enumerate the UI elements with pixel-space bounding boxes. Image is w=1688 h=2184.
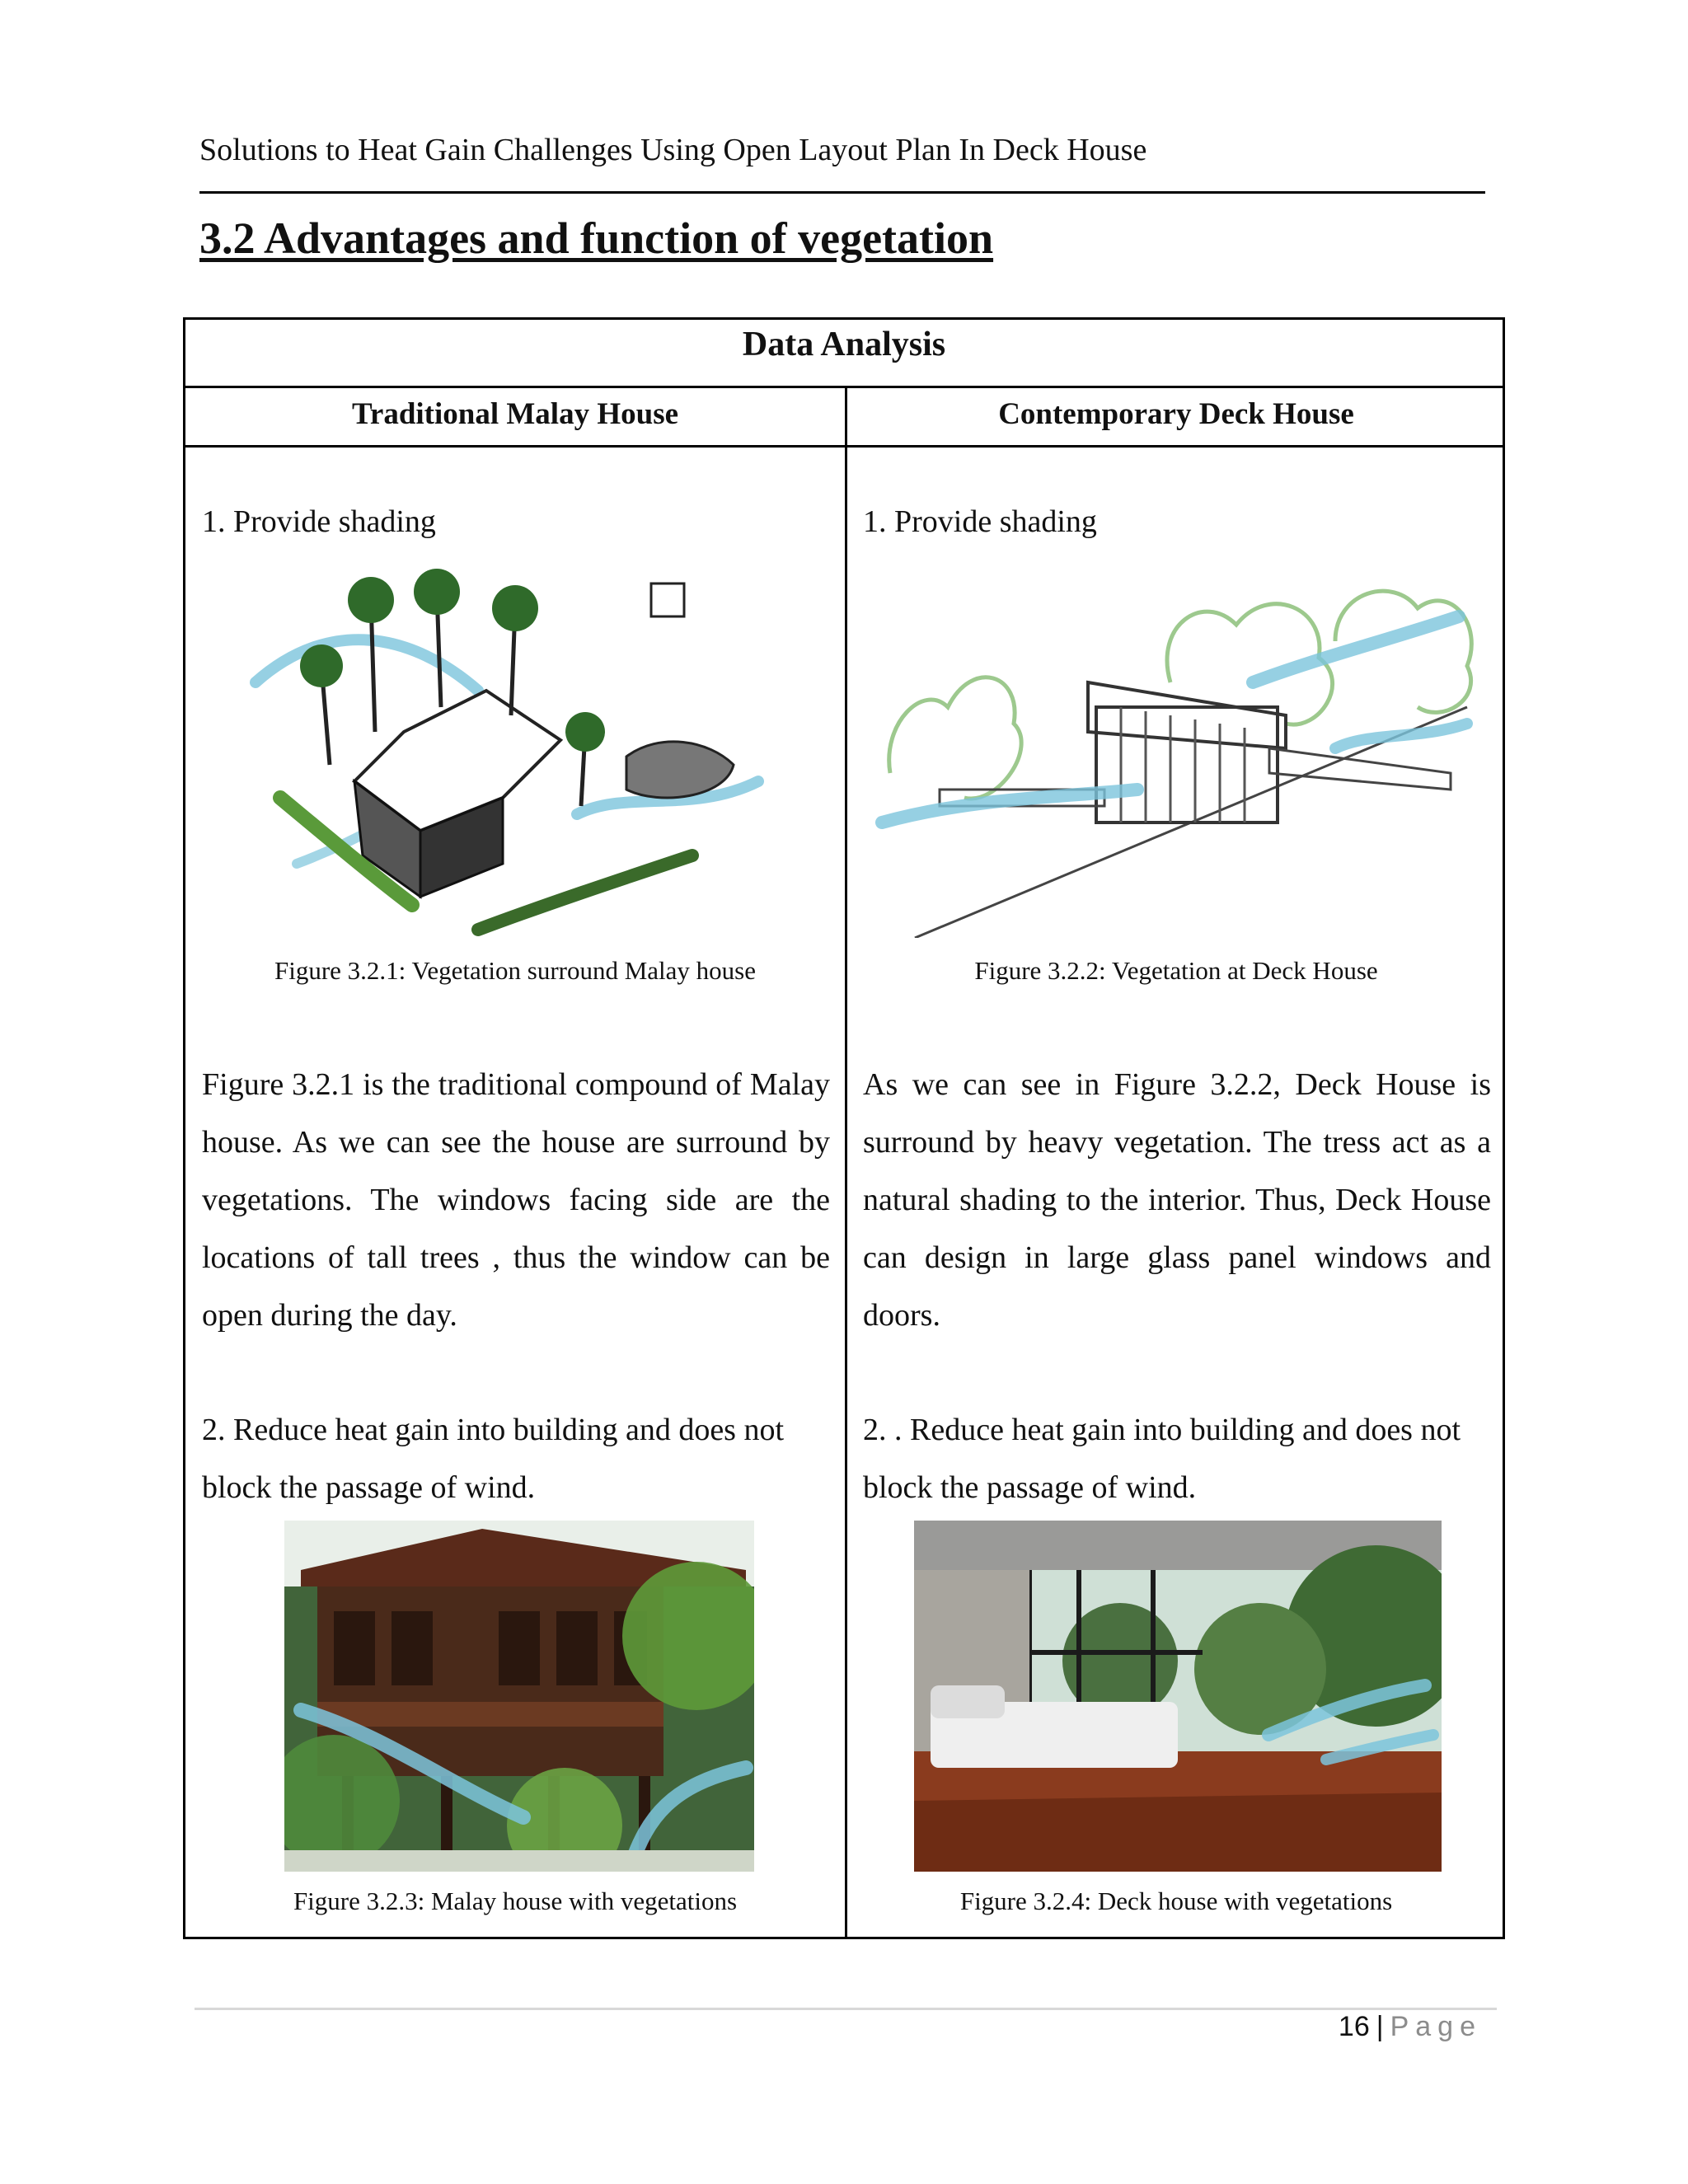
table-title: Data Analysis (742, 326, 946, 363)
page-label: Page (1390, 2011, 1482, 2042)
footer-rule (195, 2008, 1497, 2010)
running-header: Solutions to Heat Gain Challenges Using Open Layout Plan In Deck House (199, 133, 1147, 167)
figure-deck-house-photo (914, 1521, 1442, 1872)
figure-malay-house-photo (284, 1521, 754, 1872)
column-heading-malay: Traditional Malay House (351, 397, 679, 431)
point-reduce-heat-malay: 2. Reduce heat gain into building and does not block the passage of wind. (202, 1413, 785, 1505)
caption-figure-3-2-1: Figure 3.2.1: Vegetation surround Malay house (274, 956, 757, 985)
paragraph-malay: Figure 3.2.1 is the traditional compound of Malay house. As we can see the house are surround by vegetations. The windows facing side are the locations of tall trees , thus the window can be open during the day. (202, 1067, 830, 1333)
figure-deck-house-sketch (874, 559, 1492, 938)
section-title: 3.2 Advantages and function of vegetation (199, 213, 994, 263)
caption-figure-3-2-4: Figure 3.2.4: Deck house with vegetations (959, 1886, 1393, 1915)
figure-malay-compound-sketch (231, 567, 791, 942)
table-rule (185, 445, 1503, 448)
header-rule (199, 191, 1485, 194)
caption-figure-3-2-2: Figure 3.2.2: Vegetation at Deck House (974, 956, 1378, 985)
point-provide-shading-deck: 1. Provide shading (863, 504, 1097, 539)
data-analysis-table (183, 317, 1505, 1939)
page-number: 16 (1338, 2011, 1370, 2042)
page-footer (1339, 2011, 1482, 2043)
paragraph-deck: As we can see in Figure 3.2.2, Deck House is surround by heavy vegetation. The tress act as a natural shading to the interior. Thus, Deck House can design in large glass panel windows and doors. (863, 1067, 1491, 1333)
column-divider (845, 386, 847, 1939)
page-separator: | (1376, 2011, 1384, 2042)
column-heading-deck: Contemporary Deck House (998, 397, 1354, 431)
point-provide-shading-malay: 1. Provide shading (202, 504, 436, 539)
point-reduce-heat-deck: 2. . Reduce heat gain into building and does not block the passage of wind. (863, 1413, 1461, 1505)
caption-figure-3-2-3: Figure 3.2.3: Malay house with vegetations (293, 1886, 738, 1915)
